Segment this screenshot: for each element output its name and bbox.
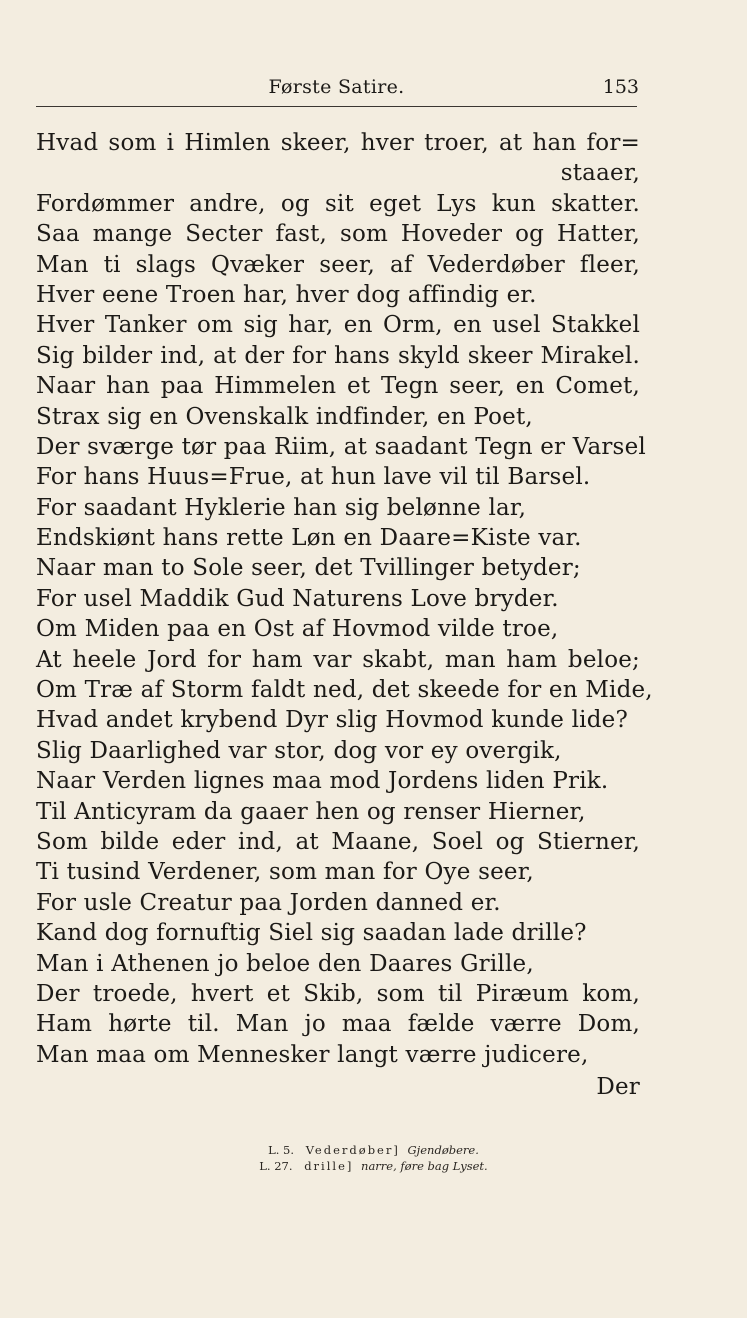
verse-line: At heele Jord for ham var skabt, man ham beloe; [36,646,640,673]
page-number: 153 [602,76,639,98]
verse-line: Strax sig en Ovenskalk indfinder, en Poet, [36,403,533,430]
verse-line: Om Træ af Storm faldt ned, det skeede for en Mide, [36,677,653,704]
verse-line: Man i Athenen jo beloe den Daares Grille, [36,950,534,977]
verse-line: Fordømmer andre, og sit eget Lys kun skatter. [36,190,640,217]
footnote [0,1158,747,1174]
footnote-note: Gjendøbere. [407,1143,479,1157]
verse-line: Der sværge tør paa Riim, at saadant Tegn er Varsel [36,433,646,460]
verse-line: Der troede, hvert et Skib, som til Piræum kom, [36,980,640,1007]
verse-line: Ti tusind Verdener, som man for Oye seer, [36,859,534,886]
footnote [0,1142,747,1158]
verse-line: Hver eene Troen har, hver dog affindig er. [36,281,537,308]
verse-line: Naar man to Sole seer, det Tvillinger betyder; [36,555,581,582]
verse-line-continuation: staaer, [560,160,640,187]
verse-line: For usle Creatur paa Jorden danned er. [36,889,501,916]
footnotes [0,1142,747,1174]
verse-line: Ham hørte til. Man jo maa fælde værre Dom, [36,1011,640,1038]
verse-line: Om Miden paa en Ost af Hovmod vilde troe, [36,616,559,643]
verse-body [36,128,653,1103]
verse-line: Man ti slags Qvæker seer, af Vederdøber fleer, [36,251,640,278]
verse-line: Naar han paa Himmelen et Tegn seer, en Comet, [36,373,640,400]
footnote-note: narre, føre bag Lyset. [361,1159,488,1173]
footnote-ref: L. 5. [268,1143,295,1157]
verse-line: Kand dog fornuftig Siel sig saadan lade drille? [36,920,587,947]
catchword: Der [596,1074,640,1101]
verse-line: Hver Tanker om sig har, en Orm, en usel Stakkel [36,312,640,339]
verse-line: Naar Verden lignes maa mod Jordens liden Prik. [36,768,609,795]
verse-line: Hvad andet krybend Dyr slig Hovmod kunde lide? [36,707,628,734]
verse-line: For usel Maddik Gud Naturens Love bryder. [36,585,559,612]
verse-line: Endskiønt hans rette Løn en Daare=Kiste var. [36,525,582,552]
running-head [36,74,637,107]
verse-line: Man maa om Mennesker langt værre judicere, [36,1041,589,1068]
verse-line: For hans Huus=Frue, at hun lave vil til Barsel. [36,464,591,491]
chapter-title: Første Satire. [268,76,405,98]
footnote-lemma: drille] [304,1159,354,1173]
verse-line: Til Anticyram da gaaer hen og renser Hierner, [36,798,586,825]
footnote-lemma: Vederdøber] [305,1143,400,1157]
verse-line: Slig Daarlighed var stor, dog vor ey overgik, [36,737,562,764]
verse-line: Som bilde eder ind, at Maane, Soel og Stierner, [36,828,640,855]
verse-line: Sig bilder ind, at der for hans skyld skeer Mirakel. [36,342,640,369]
footnote-ref: L. 27. [259,1159,293,1173]
verse-line: Hvad som i Himlen skeer, hver troer, at han for= [36,130,640,156]
verse-line: Saa mange Secter fast, som Hoveder og Hatter, [36,221,640,248]
verse-line: For saadant Hyklerie han sig belønne lar, [36,494,527,521]
